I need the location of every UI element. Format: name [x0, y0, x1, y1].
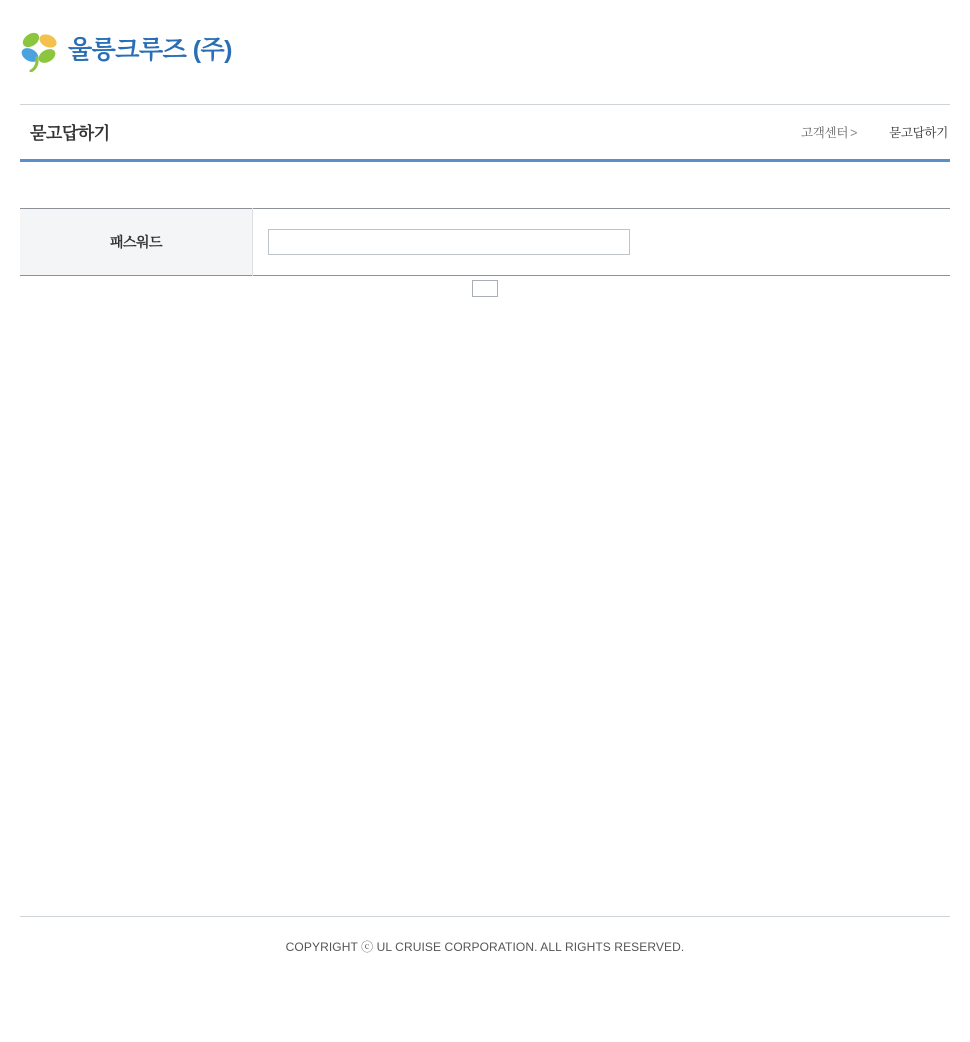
breadcrumb-separator-icon: > — [850, 126, 858, 140]
breadcrumb-root[interactable]: 고객센터 — [801, 126, 849, 140]
content-spacer — [20, 162, 950, 208]
page-title-bar — [20, 104, 950, 162]
password-field-cell — [253, 209, 951, 276]
brand-name: 울릉크루즈 (주) — [68, 35, 232, 64]
site-header — [0, 0, 970, 104]
copyright-text: COPYRIGHT ⓒ UL CRUISE CORPORATION. ALL RIGHTS RESERVED. — [285, 940, 685, 954]
breadcrumb — [801, 123, 948, 141]
pinwheel-flower-logo-icon — [20, 28, 60, 72]
main-content — [20, 162, 950, 862]
password-label: 패스워드 — [20, 209, 253, 276]
logo-link[interactable] — [20, 28, 232, 72]
password-form-table — [20, 208, 950, 276]
table-row — [20, 209, 950, 276]
page-title: 묻고답하기 — [30, 124, 110, 143]
password-input[interactable] — [268, 229, 630, 255]
form-actions — [20, 276, 950, 301]
site-footer — [20, 916, 950, 955]
breadcrumb-current: 묻고답하기 — [889, 126, 948, 140]
confirm-button[interactable] — [472, 280, 498, 297]
